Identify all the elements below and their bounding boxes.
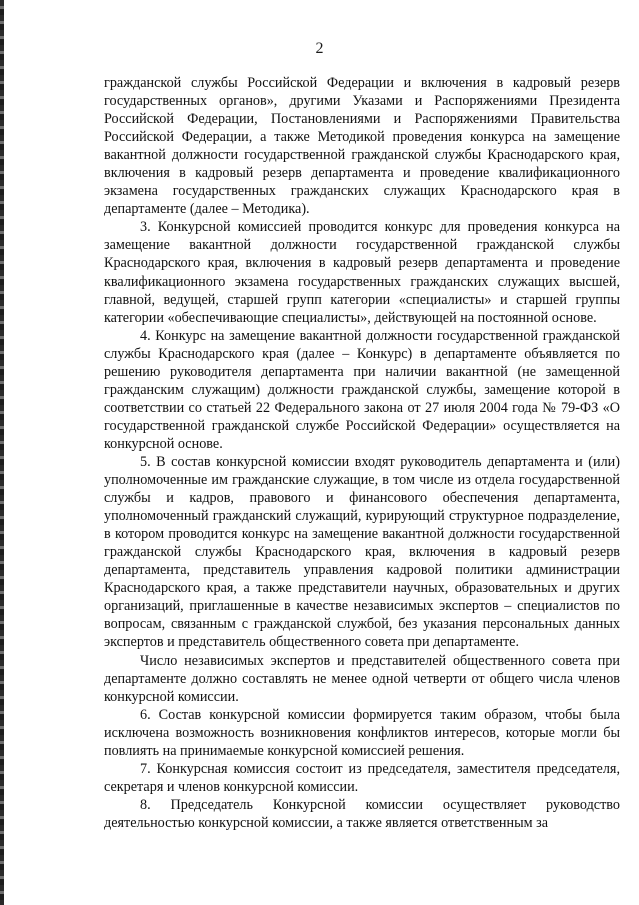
paragraph-continuation: гражданской службы Российской Федерации и включения в кадровый резерв государственных органов», другими Указами и Распоряжениями Президента Российской Федерации, Постановлениями и Распоряжениями Правительства Российской Федерации, а также Методикой проведения конкурса на замещение вакантной должности государственной гражданской службы Краснодарского края, включения в кадровый резерв департамента и проведение квалификационного экзамена государственных гражданских служащих Краснодарского края в департаменте (далее – Методика). (104, 75, 620, 218)
paragraph-4: 4. Конкурс на замещение вакантной должности государственной гражданской службы Краснодарского края (далее – Конкурс) в департаменте объявляется по решению руководителя департамента при наличии вакантной (не замещенной гражданским служащим) должности гражданской службы, замещение которой в соответствии со статьей 22 Федерального закона от 27 июля 2004 года № 79-ФЗ «О государственной гражданской службе Российской Федерации» осуществляется на конкурсной основе. (104, 327, 620, 452)
paragraph-8: 8. Председатель Конкурсной комиссии осуществляет руководство деятельностью конкурсной комиссии, а также является ответственным за (104, 796, 620, 831)
scan-edge (0, 0, 4, 905)
paragraph-5: 5. В состав конкурсной комиссии входят руководитель департамента и (или) уполномоченные им гражданские служащие, в том числе из отдела государственной службы и кадров, правового и финансового обеспечения департамента, уполномоченный гражданский служащий, курирующий структурное подразделение, в котором проводится конкурс на замещение вакантной должности государственной гражданской службы Краснодарского края, включения в кадровый резерв департамента, представитель управления кадровой политики администрации Краснодарского края, а также представители научных, образовательных и других организаций, приглашенные в качестве независимых экспертов – специалистов по вопросам, связанным с гражданской службой, без указания персональных данных экспертов и представитель общественного совета при департаменте. (104, 453, 620, 651)
paragraph-7: 7. Конкурсная комиссия состоит из председателя, заместителя председателя, секретаря и членов конкурсной комиссии. (104, 760, 620, 795)
document-body (104, 74, 620, 832)
paragraph-6: 6. Состав конкурсной комиссии формируется таким образом, чтобы была исключена возможность возникновения конфликтов интересов, которые могли бы повлиять на принимаемые конкурсной комиссией решения. (104, 706, 620, 759)
paragraph-experts-count: Число независимых экспертов и представителей общественного совета при департаменте должно составлять не менее одной четверти от общего числа членов конкурсной комиссии. (104, 652, 620, 705)
page-number: 2 (315, 40, 324, 57)
paragraph-3: 3. Конкурсной комиссией проводится конкурс для проведения конкурса на замещение вакантной должности государственной гражданской службы Краснодарского края, включения в кадровый резерв департамента и проведение квалификационного экзамена государственных гражданских служащих высшей, главной, ведущей, старшей групп категории «специалисты» и старшей группы категории «обеспечивающие специалисты», действующей на постоянной основе. (104, 219, 620, 326)
